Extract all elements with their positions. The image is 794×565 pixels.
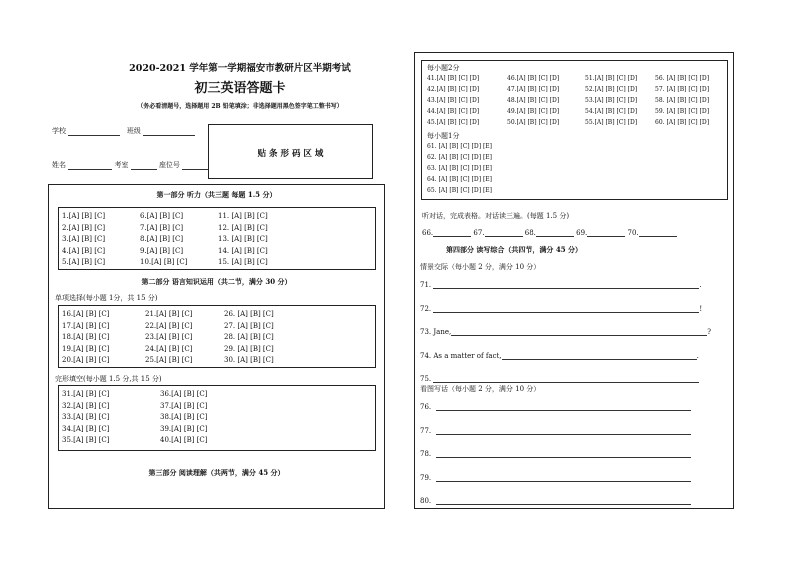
answer-option[interactable]: 42.[A] [B] [C] [D] (427, 86, 480, 93)
answer-option[interactable]: 44.[A] [B] [C] [D] (427, 108, 480, 115)
answer-option[interactable]: 22.[A] [B] [C] (145, 321, 193, 330)
answer-option[interactable]: 46.[A] [B] [C] [D] (507, 75, 560, 82)
blank-number: 69. (576, 229, 588, 237)
answer-option[interactable]: 41.[A] [B] [C] [D] (427, 75, 480, 82)
item-end-punct: . (699, 281, 702, 289)
answer-option[interactable]: 52.[A] [B] [C] [D] (585, 86, 638, 93)
answer-option[interactable]: 36.[A] [B] [C] (160, 390, 208, 398)
answer-option[interactable]: 31.[A] [B] [C] (62, 390, 110, 398)
answer-option[interactable]: 56. [A] [B] [C] [D] (655, 75, 710, 82)
answer-option[interactable]: 11. [A] [B] [C] (218, 212, 268, 220)
answer-option[interactable]: 8.[A] [B] [C] (140, 235, 184, 243)
answer-line[interactable] (433, 280, 702, 289)
answer-option[interactable]: 16.[A] [B] [C] (62, 310, 110, 318)
answer-line[interactable] (436, 473, 691, 482)
answer-option[interactable]: 25.[A] [B] [C] (145, 356, 193, 364)
blank-number: 68. (524, 229, 536, 237)
answer-option[interactable]: 43.[A] [B] [C] [D] (427, 97, 480, 104)
answer-line[interactable] (451, 327, 707, 336)
writing-item (420, 304, 710, 313)
answer-option[interactable]: 62. [A] [B] [C] [D] [E] (427, 154, 493, 161)
answer-line[interactable] (433, 374, 699, 383)
answer-line[interactable] (436, 402, 691, 411)
answer-option[interactable]: 58. [A] [B] [C] [D] (655, 97, 710, 104)
answer-option[interactable]: 18.[A] [B] [C] (62, 333, 110, 341)
answer-option[interactable]: 4.[A] [B] [C] (62, 246, 106, 255)
section1-title: 情景交际（每小题 2 分，满分 10 分） (420, 263, 541, 271)
writing-item (420, 280, 710, 289)
name-label: 姓名 (52, 161, 66, 169)
answer-option[interactable]: 49.[A] [B] [C] [D] (507, 108, 560, 115)
answer-line[interactable] (436, 426, 691, 435)
answer-option[interactable]: 29. [A] [B] [C] (224, 344, 274, 353)
answer-option[interactable]: 55.[A] [B] [C] [D] (585, 119, 638, 126)
answer-option[interactable]: 27. [A] [B] [C] (224, 321, 274, 330)
cloze-title: 完形填空(每小题 1.5 分,共 15 分) (55, 375, 162, 383)
blank-number: 66. (422, 229, 434, 237)
writing-item (420, 351, 710, 360)
answer-option[interactable]: 35.[A] [B] [C] (62, 436, 110, 444)
answer-option[interactable]: 5.[A] [B] [C] (62, 258, 106, 266)
answer-option[interactable]: 12. [A] [B] [C] (218, 223, 268, 232)
answer-blank[interactable] (587, 228, 625, 237)
answer-option[interactable]: 48.[A] [B] [C] [D] (507, 97, 560, 104)
writing-item (420, 496, 691, 505)
exam-title: 2020-2021 学年第一学期福安市教研片区半期考试 (129, 63, 351, 74)
item-number: 79. (420, 473, 432, 482)
answer-option[interactable]: 23.[A] [B] [C] (145, 333, 193, 341)
item-end-punct: ? (707, 328, 711, 336)
exam-room-label: 考室 (114, 161, 129, 169)
answer-option[interactable]: 39.[A] [B] [C] (160, 424, 208, 433)
answer-line[interactable] (436, 449, 691, 458)
answer-option[interactable]: 51.[A] [B] [C] [D] (585, 75, 638, 82)
answer-blank[interactable] (536, 228, 574, 237)
answer-option[interactable]: 53.[A] [B] [C] [D] (585, 97, 638, 104)
answer-option[interactable]: 54.[A] [B] [C] [D] (585, 108, 638, 115)
answer-option[interactable]: 59. [A] [B] [C] [D] (655, 108, 710, 115)
answer-line[interactable] (433, 304, 699, 313)
answer-option[interactable]: 34.[A] [B] [C] (62, 424, 110, 433)
answer-option[interactable]: 65. [A] [B] [C] [D] [E] (427, 187, 493, 194)
item-number: 76. (420, 403, 432, 411)
group2-title: 每小题1分 (427, 132, 460, 140)
writing-item (420, 449, 691, 458)
answer-option[interactable]: 28. [A] [B] [C] (224, 333, 274, 341)
item-prefix: As a matter of fact, (433, 351, 502, 360)
blank-number: 67. (473, 229, 485, 237)
answer-option[interactable]: 61. [A] [B] [C] [D] [E] (427, 143, 493, 150)
answer-option[interactable]: 50.[A] [B] [C] [D] (507, 119, 560, 126)
answer-option[interactable]: 37.[A] [B] [C] (160, 401, 208, 410)
answer-option[interactable]: 1.[A] [B] [C] (62, 212, 106, 220)
section2-title: 看图写话（每小题 2 分，满分 10 分） (420, 385, 541, 393)
answer-option[interactable]: 30. [A] [B] [C] (224, 356, 274, 364)
part1-box (58, 207, 376, 270)
answer-option[interactable]: 14. [A] [B] [C] (218, 246, 268, 255)
seat-label: 座位号 (158, 161, 180, 169)
school-field[interactable] (52, 126, 195, 136)
card-title: 初三英语答题卡 (194, 81, 286, 96)
answer-option[interactable]: 15. [A] [B] [C] (218, 258, 268, 266)
item-number: 78. (420, 450, 432, 458)
answer-option[interactable]: 7.[A] [B] [C] (140, 223, 184, 232)
answer-option[interactable]: 10.[A] [B] [C] (140, 258, 188, 266)
item-end-punct: . (696, 351, 699, 360)
writing-item (420, 402, 691, 411)
item-number: 71. (420, 281, 432, 289)
answer-option[interactable]: 9.[A] [B] [C] (140, 246, 184, 255)
listen-blanks (422, 228, 679, 237)
listen-title: 听对话，完成表格。对话读三遍。(每题 1.5 分) (422, 212, 570, 220)
class-label: 班级 (126, 127, 141, 135)
group1-title: 每小题2分 (427, 64, 460, 72)
school-label: 学校 (52, 127, 66, 135)
part1-title: 第一部分 听力（共三题 每题 1.5 分） (156, 190, 277, 199)
answer-option[interactable]: 17.[A] [B] [C] (62, 321, 110, 330)
answer-blank[interactable] (485, 228, 523, 237)
writing-item (420, 473, 691, 482)
writing-item (420, 374, 710, 383)
item-number: 80. (420, 497, 432, 505)
answer-option[interactable]: 24.[A] [B] [C] (145, 344, 193, 353)
item-number: 73. (420, 328, 432, 336)
answer-option[interactable]: 3.[A] [B] [C] (62, 235, 106, 243)
answer-option[interactable]: 6.[A] [B] [C] (140, 212, 184, 220)
answer-option[interactable]: 64. [A] [B] [C] [D] [E] (427, 176, 493, 183)
item-number: 74. (420, 351, 432, 360)
answer-option[interactable]: 20.[A] [B] [C] (62, 356, 110, 364)
answer-blank[interactable] (639, 228, 677, 237)
part2-title: 第二部分 语言知识运用（共二节，满分 30 分） (141, 277, 292, 286)
answer-option[interactable]: 38.[A] [B] [C] (160, 413, 208, 421)
answer-option[interactable]: 57. [A] [B] [C] [D] (655, 86, 710, 93)
barcode-label: 贴 条 形 码 区 域 (257, 149, 324, 159)
name-field[interactable] (52, 160, 208, 170)
writing-item (420, 426, 691, 435)
item-number: 77. (420, 426, 432, 435)
writing-item (420, 327, 710, 336)
item-end-punct: ! (699, 304, 703, 313)
answer-option[interactable]: 32.[A] [B] [C] (62, 401, 110, 410)
answer-line[interactable] (436, 496, 691, 505)
answer-option[interactable]: 13. [A] [B] [C] (218, 235, 268, 243)
answer-option[interactable]: 47.[A] [B] [C] [D] (507, 86, 560, 93)
answer-option[interactable]: 2.[A] [B] [C] (62, 223, 106, 232)
answer-blank[interactable] (433, 228, 471, 237)
blank-number: 70. (627, 229, 639, 237)
single-choice-title: 单项选择(每小题 1分，共 15 分) (55, 294, 158, 302)
item-number: 72. (420, 304, 432, 313)
item-number: 75. (420, 375, 432, 383)
answer-option[interactable]: 19.[A] [B] [C] (62, 344, 110, 353)
answer-option[interactable]: 26. [A] [B] [C] (224, 310, 274, 318)
answer-option[interactable]: 33.[A] [B] [C] (62, 413, 110, 421)
barcode-area (208, 124, 373, 179)
answer-option[interactable]: 45.[A] [B] [C] [D] (427, 119, 480, 126)
part4-title: 第四部分 读写综合（共四节，满分 45 分） (445, 245, 583, 254)
answer-option[interactable]: 21.[A] [B] [C] (145, 310, 193, 318)
instruction-note: （务必看清题号，选择题用 2B 铅笔填涂；非选择题用黑色签字笔工整书写） (137, 103, 343, 110)
answer-option[interactable]: 63. [A] [B] [C] [D] [E] (427, 165, 493, 172)
answer-line[interactable] (502, 351, 697, 360)
item-prefix: Jane, (433, 328, 452, 336)
answer-option[interactable]: 40.[A] [B] [C] (160, 436, 208, 444)
answer-option[interactable]: 60. [A] [B] [C] [D] (655, 119, 710, 126)
part3-title: 第三部分 阅读理解（共两节，满分 45 分） (148, 468, 285, 477)
